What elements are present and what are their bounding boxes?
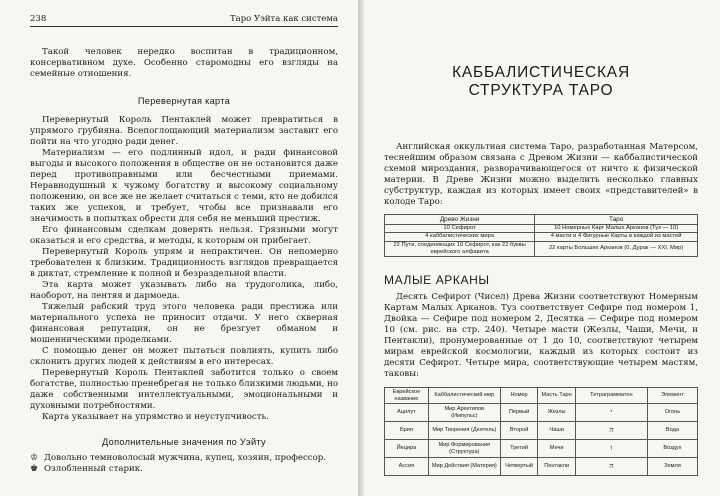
table-header-cell: Каббалистический мир [428, 388, 500, 404]
table-cell: 10 Номерных Карт Малых Арканов (Туз — 10) [535, 225, 698, 233]
table-cell: 22 карты Больших Арканов (0, Дурак — XXI, Мир) [535, 241, 698, 256]
table-cell: Земля [647, 458, 697, 476]
table-cell: Брия [385, 422, 429, 440]
table-cell: Чаши [538, 422, 576, 440]
table-cell: 4 масти и 4 Фигурные Карты в каждой из мастей [535, 233, 698, 241]
table-cell: Ацилут [385, 404, 429, 422]
table-header-row [385, 388, 698, 404]
table-cell: Мир Формирования (Структура) [428, 440, 500, 458]
table-cell: Мир Творения (Деятель) [428, 422, 500, 440]
list-item-text: Довольно темноволосый мужчина, купец, хозяин, профессор. [44, 453, 327, 463]
table-header-cell: Номер [500, 388, 538, 404]
table-row [385, 440, 698, 458]
running-title: Таро Уэйта как система [229, 14, 338, 24]
upright-symbol-icon: ♔ [30, 453, 39, 463]
table-cell: ה [575, 458, 647, 476]
reversed-paragraph: С помощью денег он может пытаться повлиять, купить либо склонить других людей к действиям в его интересах. [30, 346, 338, 367]
tree-of-life-table [384, 214, 698, 257]
table-cell: 10 Сефирот [385, 225, 535, 233]
table-cell: ה [575, 422, 647, 440]
left-page [0, 0, 358, 496]
chapter-title-line: СТРУКТУРА ТАРО [468, 82, 614, 99]
right-page [364, 0, 720, 496]
table-cell: Мир Действия (Материя) [428, 458, 500, 476]
chapter-title [384, 64, 698, 100]
table-cell: Третий [500, 440, 538, 458]
table-row [385, 233, 698, 241]
table-cell: Воздух [647, 440, 697, 458]
left-running-head [30, 14, 338, 27]
table-cell: Пентакли [538, 458, 576, 476]
intro-paragraph: Такой человек нередко воспитан в традиционном, консервативном духе. Особенно старомодны его взгляды на семейные отношения. [30, 47, 338, 79]
table-cell: Мечи [538, 440, 576, 458]
table-row [385, 241, 698, 256]
table-cell: Вода [647, 422, 697, 440]
list-item-text: Озлобленный старик. [44, 464, 143, 474]
table-cell: י [575, 404, 647, 422]
table-cell: 22 Пути, соединяющих 10 Сефирот, как 22 буквы еврейского алфавита [385, 241, 535, 256]
extra-meanings-list [30, 453, 338, 475]
table-header-cell: Таро [535, 215, 698, 225]
list-item [30, 453, 338, 464]
reversed-paragraph: Перевернутый Король упрям и непрактичен. Он непомерно требователен к близким. Традиционность взглядов превращается в диктат, стремление к полной и безраздельной власти. [30, 247, 338, 279]
table-header-cell: Еврейское название [385, 388, 429, 404]
table-cell: Йецира [385, 440, 429, 458]
list-item [30, 464, 338, 475]
table-cell: Ассия [385, 458, 429, 476]
table-cell: Четвертый [500, 458, 538, 476]
table-cell: 4 каббалистических мира [385, 233, 535, 241]
reversed-paragraph: Материализм — его подлинный идол, и ради финансовой выгоды и высокого положения в обществе он не остановится даже перед противоправными или бесчестными приемами. Неравнодушный к чужому богатству и высокому социальному положению, он все же не желает считаться с теми, кто не добился таких же успехов, и требует, чтобы все признавали его значимость в попытках обрести для себя не меньший престиж. [30, 148, 338, 224]
table-row [385, 225, 698, 233]
reversed-paragraph: Тяжелый рабский труд этого человека ради престижа или материального успеха не приносит отдачи. У него скверная финансовая репутация, он не брезгует обманом и мошенническими проделками. [30, 302, 338, 345]
table-row [385, 404, 698, 422]
minor-arcana-paragraph: Десять Сефирот (Чисел) Древа Жизни соответствуют Номерным Картам Малых Арканов. Туз соответствует Сефире под номером 1, Двойка — Сефире под номером 2, Десятка — Сефире под номером 10 (см. рис. на стр. 240). Четыре масти (Жезлы, Чаши, Мечи, и Пентакли), пронумерованные от 1 до 10, соответствуют четырем мирам еврейской космологии, каждый из которых состоит из десяти Сефирот. Четыре мира, соответствующие четырем мастям, таковы: [384, 292, 698, 380]
minor-arcana-heading: МАЛЫЕ АРКАНЫ [384, 273, 490, 288]
table-row [385, 458, 698, 476]
chapter-title-line: КАББАЛИСТИЧЕСКАЯ [452, 64, 630, 81]
table-cell: ו [575, 440, 647, 458]
reversed-symbol-icon: ♚ [30, 464, 39, 474]
reversed-paragraph: Перевернутый Король Пентаклей может превратиться в упрямого грубияна. Всепоглощающий материализм заставит его пойти на что угодно ради денег. [30, 115, 338, 147]
extra-meanings-heading: Дополнительные значения по Уэйту [102, 437, 266, 447]
table-cell: Первый [500, 404, 538, 422]
table-cell: Огонь [647, 404, 697, 422]
table-cell: Второй [500, 422, 538, 440]
table-header-cell: Масть Таро [538, 388, 576, 404]
table-header-row [385, 215, 698, 225]
table-header-cell: Древо Жизни [385, 215, 535, 225]
table-header-cell: Элемент [647, 388, 697, 404]
table-header-cell: Тетраграмматон [575, 388, 647, 404]
table-row [385, 422, 698, 440]
reversed-paragraph: Перевернутый Король Пентаклей заботится только о своем богатстве, полностью пренебрегая не только близкими людьми, но даже собственными интеллектуальными, эмоциональными и духовными потребностями. [30, 368, 338, 411]
reversed-card-heading: Перевернутая карта [137, 96, 231, 106]
reversed-paragraph: Карта указывает на упрямство и неуступчивость. [42, 412, 269, 422]
page-number: 238 [30, 14, 47, 24]
reversed-paragraph: Его финансовым сделкам доверять нельзя. Грязными могут оказаться и его средства, и методы, к которым он прибегает. [30, 225, 338, 246]
chapter-intro-paragraph: Английская оккультная система Таро, разработанная Матерсом, теснейшим образом связана с Древом Жизни — каббалистической схемой мироздания, разворачивающегося от ничто к физической материи. В Древе Жизни можно выделить несколько главных субструктур, каждая из которых имеет своих «представителей» в колоде Таро: [384, 142, 698, 207]
table-cell: Мир Архетипов (Импульс) [428, 404, 500, 422]
reversed-paragraph: Эта карта может указывать либо на трудоголика, либо, наоборот, на лентяя и дармоеда. [30, 280, 338, 301]
table-cell: Жезлы [538, 404, 576, 422]
four-worlds-table [384, 387, 698, 476]
